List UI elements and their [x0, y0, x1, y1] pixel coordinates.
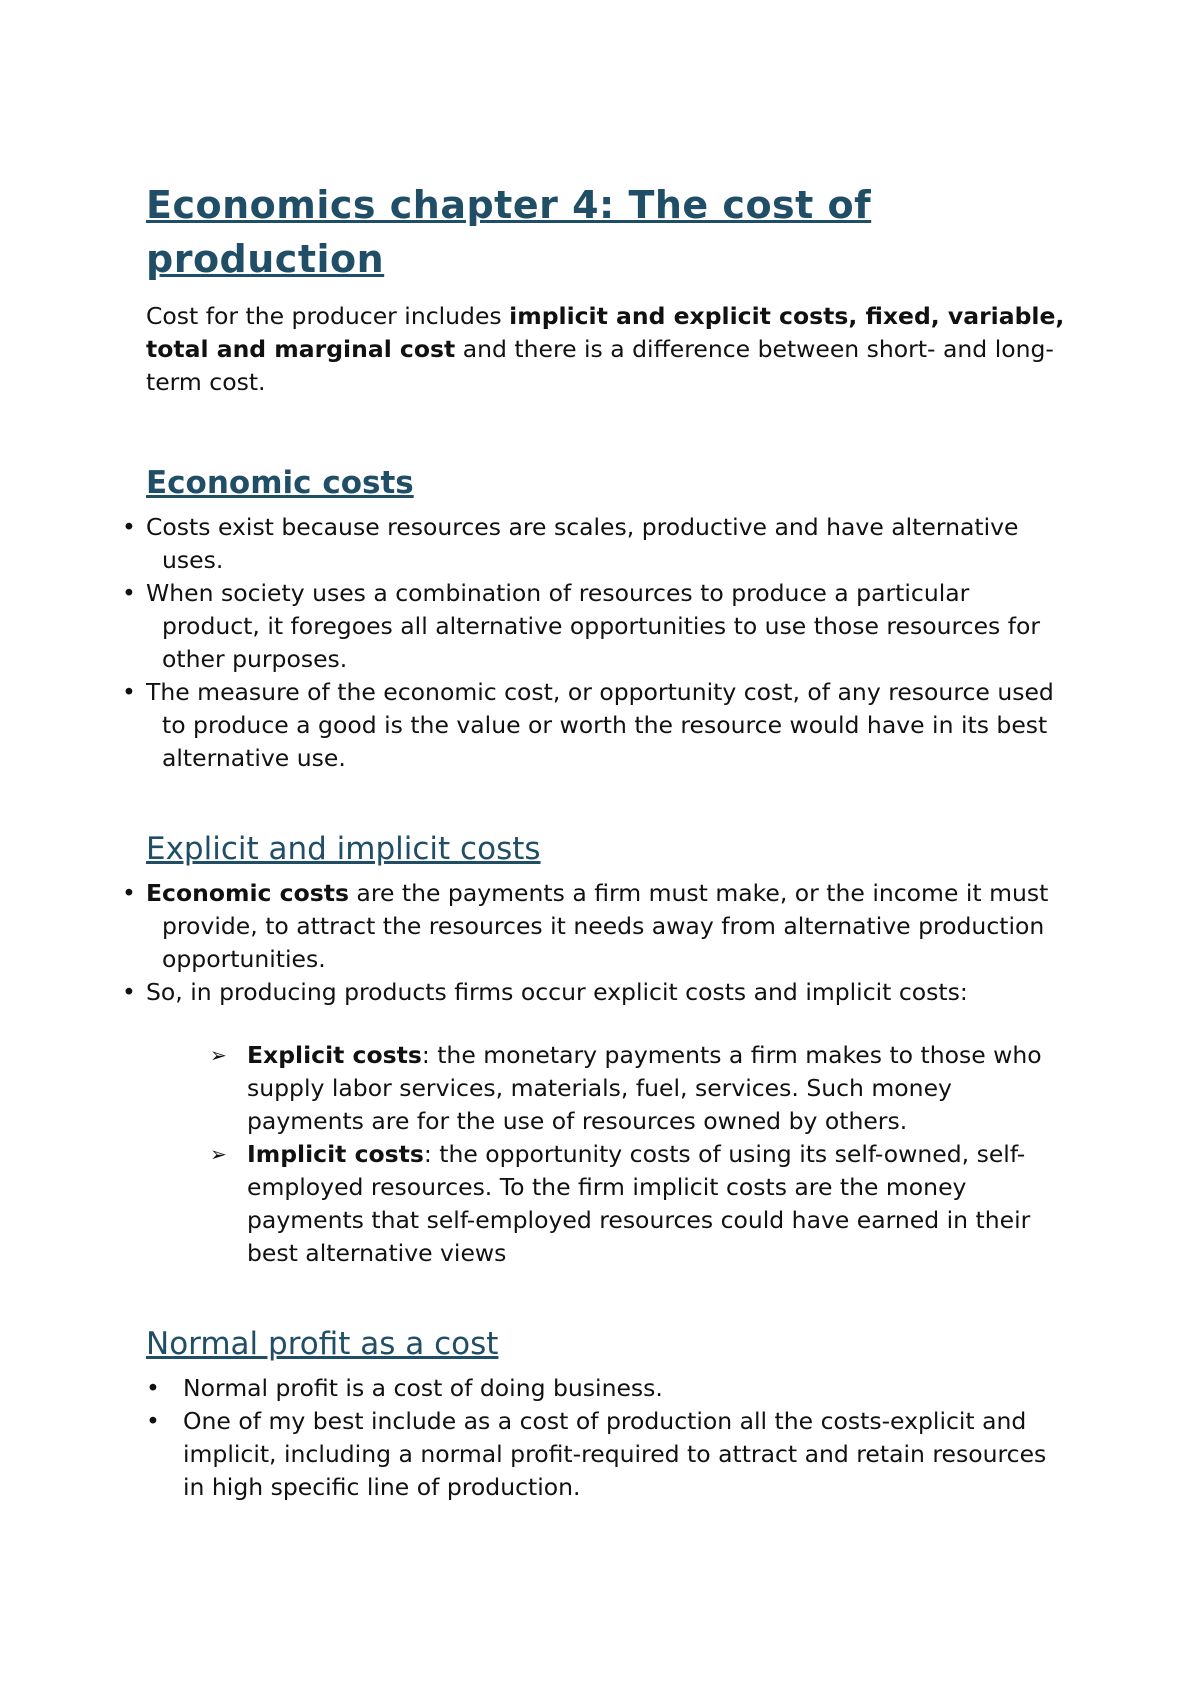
intro-bold: implicit and explicit costs, fixed, variable, total and marginal cost: [146, 302, 1065, 363]
title-line-1: Economics chapter 4: The cost of: [146, 183, 872, 227]
intro-text-2: and there is a difference between short- and long-term cost.: [146, 335, 1054, 396]
arrow-bullet-icon: ➢: [210, 1043, 227, 1067]
normal-profit-list: [146, 1372, 1066, 1504]
bullet-icon: •: [122, 513, 136, 541]
list-item: • The measure of the economic cost, or opportunity cost, of any resource used to produce a good is the value or worth the resource would have in its best alternative use.: [122, 678, 1054, 772]
heading-normal-profit: Normal profit as a cost: [146, 1326, 499, 1362]
bullet-icon: •: [146, 1374, 160, 1402]
bullet-icon: •: [122, 978, 136, 1006]
intro-paragraph: [146, 300, 1066, 399]
explicit-implicit-list: [122, 877, 1066, 1009]
bullet-icon: •: [122, 678, 136, 706]
list-item: • So, in producing products firms occur explicit costs and implicit costs:: [146, 976, 1066, 1009]
heading-explicit-implicit: Explicit and implicit costs: [146, 831, 541, 867]
list-item: ➢ Implicit costs: the opportunity costs of using its self-owned, self-employed resources. To the firm implicit costs are the money payments that self-employed resources could have earned in their best alternative views: [210, 1140, 1031, 1267]
list-item: ➢ Explicit costs: the monetary payments a firm makes to those who supply labor services, materials, fuel, services. Such money payments are for the use of resources owned by others.: [210, 1041, 1042, 1135]
arrow-bullet-icon: ➢: [210, 1142, 227, 1166]
list-item: • When society uses a combination of resources to produce a particular product, it foregoes all alternative opportunities to use those resources for other purposes.: [122, 579, 1041, 673]
list-item: • Economic costs are the payments a firm must make, or the income it must provide, to attract the resources it needs away from alternative production opportunities.: [122, 879, 1049, 973]
bullet-icon: •: [122, 879, 136, 907]
list-item: • Costs exist because resources are scales, productive and have alternative uses.: [122, 513, 1019, 574]
list-item: • One of my best include as a cost of production all the costs-explicit and implicit, including a normal profit-required to attract and retain resources in high specific line of production.: [146, 1407, 1047, 1501]
economic-costs-list: [122, 511, 1066, 775]
title-line-2: production: [146, 237, 385, 281]
bullet-icon: •: [146, 1407, 160, 1435]
heading-economic-costs: Economic costs: [146, 465, 414, 501]
intro-text-1: Cost for the producer includes: [146, 302, 510, 330]
page-title: [146, 178, 1066, 286]
bullet-icon: •: [122, 579, 136, 607]
cost-types-sublist: [146, 1039, 1066, 1270]
list-item: • Normal profit is a cost of doing business.: [146, 1372, 1066, 1405]
document-page: [122, 178, 1066, 1504]
